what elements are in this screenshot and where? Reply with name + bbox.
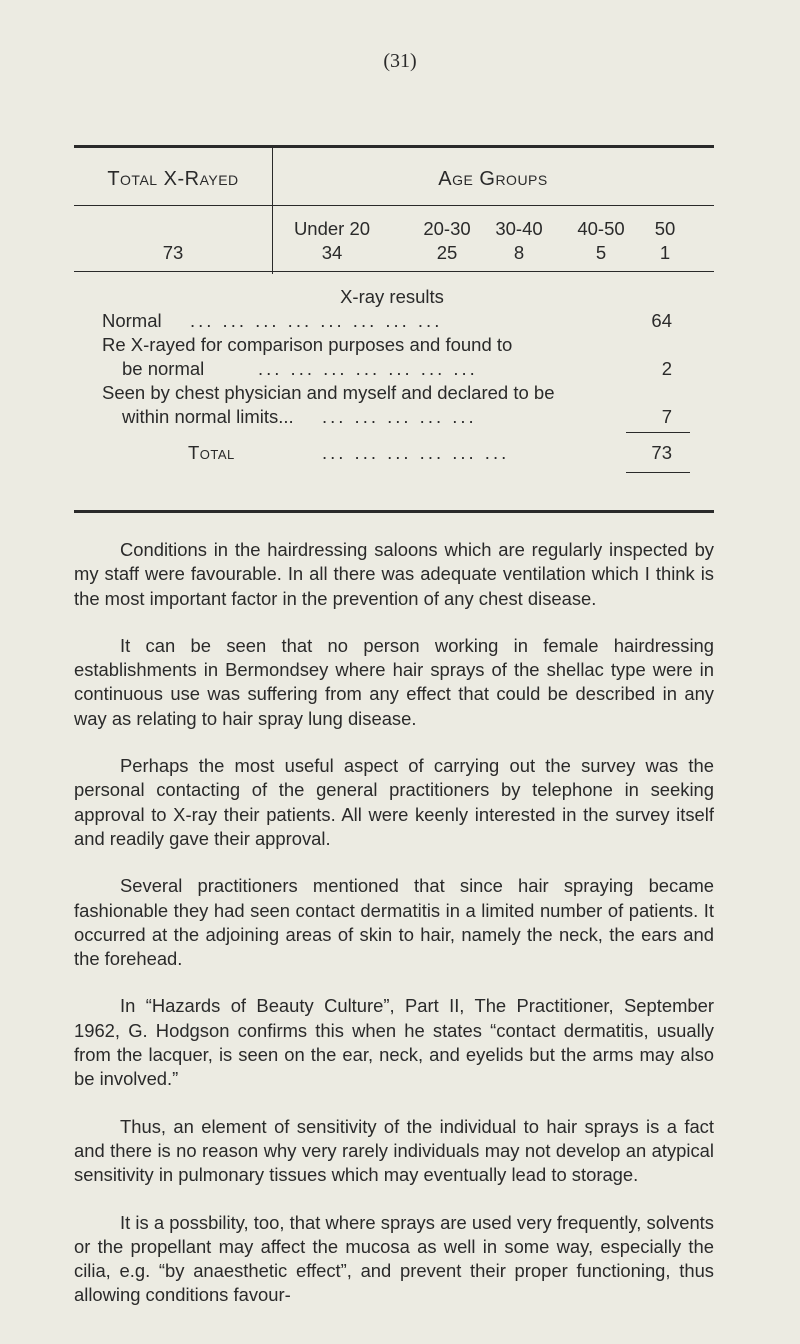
xray-row-rexrayed-value: 2 bbox=[661, 358, 672, 379]
xray-row-seen-value: 7 bbox=[661, 406, 672, 427]
table-header-rule-right bbox=[272, 205, 714, 206]
age-label-20-30: 20-30 bbox=[423, 218, 471, 239]
age-value-50: 1 bbox=[659, 242, 671, 263]
xray-row-normal-label: Normal bbox=[102, 310, 162, 331]
xray-total-dots: ... ... ... ... ... ... bbox=[322, 442, 510, 463]
page-number: (31) bbox=[383, 50, 417, 72]
xray-row-normal-value: 64 bbox=[651, 310, 672, 331]
xray-row-rexrayed-dots: ... ... ... ... ... ... ... bbox=[258, 358, 478, 379]
xray-row-seen-dots: ... ... ... ... ... bbox=[322, 406, 477, 427]
table-top-rule bbox=[74, 145, 714, 148]
table-bottom-rule bbox=[74, 271, 714, 272]
xray-row-seen-line1: Seen by chest physician and myself and declared to be bbox=[102, 382, 555, 403]
table-end-rule bbox=[74, 510, 714, 513]
paragraph: Thus, an element of sensitivity of the individual to hair sprays is a fact and there is no reason why very rarely individuals may not develop an atypical sensitivity in pulmonary tissues which may eventually lead to storage. bbox=[74, 1115, 714, 1186]
total-xrayed-header: Total X-Rayed bbox=[107, 168, 239, 190]
age-value-40-50: 5 bbox=[595, 242, 607, 263]
paragraph: In “Hazards of Beauty Culture”, Part II, The Practitioner, September 1962, G. Hodgson confirms this when he states “contact dermatitis, usually from the lacquer, is seen on the ear, neck, and eyelids but the arms may also be involved.” bbox=[74, 995, 714, 1090]
total-xrayed-value: 73 bbox=[162, 242, 184, 263]
age-label-30-40: 30-40 bbox=[495, 218, 543, 239]
age-label-50: 50 bbox=[654, 218, 676, 239]
xray-row-rexrayed-line1: Re X-rayed for comparison purposes and found to bbox=[102, 334, 513, 355]
paragraph: Conditions in the hairdressing saloons which are regularly inspected by my staff were favourable. In all there was adequate ventilation which I think is the most important factor in the prevention of any chest disease. bbox=[74, 539, 714, 609]
age-value-under-20: 34 bbox=[321, 242, 343, 263]
xray-row-rexrayed-line2: be normal bbox=[122, 358, 205, 379]
age-groups-header: Age Groups bbox=[438, 168, 548, 190]
xray-total-value: 73 bbox=[651, 442, 672, 463]
paragraph: Several practitioners mentioned that since hair spraying became fashionable they had seen contact dermatitis in a limited number of patients. It occurred at the adjoining areas of skin to hair, namely the neck, the ears and the forehead. bbox=[74, 875, 714, 970]
table-header-rule-left bbox=[74, 205, 272, 206]
body-text bbox=[74, 538, 714, 1308]
paragraph: It is a possbility, too, that where sprays are used very frequently, solvents or the propellant may affect the mucosa as well in some way, especially the cilia, e.g. “by anaesthetic effect”, and prevent their proper functioning, thus allowing conditions favour- bbox=[74, 1211, 714, 1306]
xray-row-normal-dots: ... ... ... ... ... ... ... ... bbox=[190, 310, 443, 331]
xray-results-heading: X-ray results bbox=[340, 286, 444, 307]
age-value-30-40: 8 bbox=[513, 242, 525, 263]
age-value-20-30: 25 bbox=[436, 242, 458, 263]
paragraph: Perhaps the most useful aspect of carrying out the survey was the personal contacting of the general practitioners by telephone in seeking approval to X-ray their patients. All were keenly interested in the survey itself and readily gave their approval. bbox=[74, 755, 714, 849]
age-label-40-50: 40-50 bbox=[577, 218, 625, 239]
total-lower-rule bbox=[626, 472, 690, 473]
xray-row-seen-line2: within normal limits... bbox=[122, 406, 294, 427]
age-label-under-20: Under 20 bbox=[293, 218, 371, 239]
total-upper-rule bbox=[626, 432, 690, 433]
paragraph: It can be seen that no person working in female hairdressing establishments in Bermondsey where hair sprays of the shellac type were in continuous use was suffering from any effect that could be described in any way as relating to hair spray lung disease. bbox=[74, 634, 714, 729]
xray-total-label: Total bbox=[188, 442, 235, 463]
table-column-divider bbox=[272, 148, 273, 274]
